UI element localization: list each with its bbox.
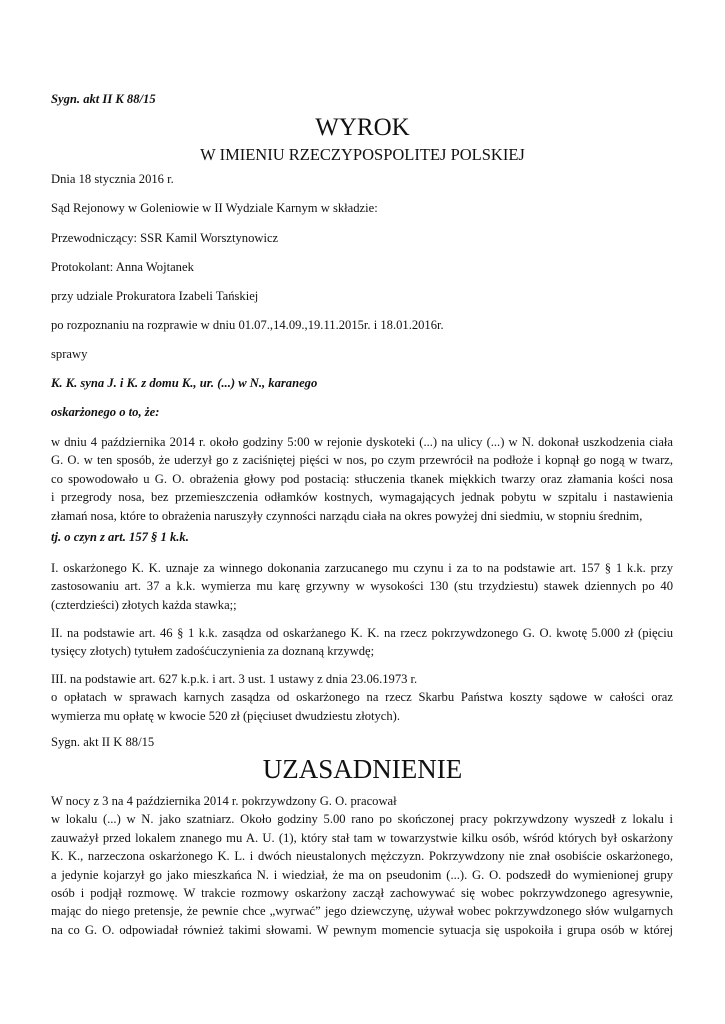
- verdict-line: wymierza mu opłatę w kwocie 520 zł (pięciuset dwudziestu złotych).: [51, 708, 401, 723]
- charge-line: złamań nosa, które to obrażenia naruszyły czynności narządu ciała na okres powyżej dni siedmiu, w stopniu średnim,: [51, 508, 643, 523]
- verdict-line: II. na podstawie art. 46 § 1 k.k. zasądza od oskarżanego K. K. na rzecz pokrzywdzonego G. O. kwotę 5.000 zł (pięciu: [51, 626, 673, 640]
- presiding-judge-line: Przewodniczący: SSR Kamil Worsztynowicz: [51, 231, 279, 245]
- justification-line: na co G. O. odpowiadał również takimi słowami. W pewnym momencie sytuacja się uspokoiła i grupa osób w której: [51, 922, 673, 937]
- case-word: sprawy: [51, 347, 88, 361]
- charge-line: w dniu 4 października 2014 r. około godziny 5:00 w rejonie dyskoteki (...) na ulicy (...) w N. dokonał uszkodzenia ciała: [51, 435, 673, 449]
- verdict-line: zastosowaniu art. 37 a k.k. wymierza mu karę grzywny w wysokości 130 (stu trzydziestu) stawek dziennych po 40: [51, 579, 673, 594]
- charge-line: co spowodowało u G. O. obrażenia głowy pod postacią: stłuczenia tkanek miękkich twarzy oraz złamania kości nosa: [51, 471, 673, 486]
- justification-title: UZASADNIENIE: [262, 754, 463, 784]
- verdict-line: (czterdzieści) złotych każda stawka;;: [51, 597, 237, 612]
- justification-line: a jedynie kojarzył go jako mieszkańca N. i wiedział, że ma on pseudonim (...). G. O. podszedł do wymienionej grupy: [51, 867, 673, 882]
- justification-line: W nocy z 3 na 4 października 2014 r. pokrzywdzony G. O. pracował: [51, 794, 397, 808]
- case-number-footer: Sygn. akt II K 88/15: [51, 735, 155, 749]
- case-number-header: Sygn. akt II K 88/15: [51, 92, 156, 106]
- date-line: Dnia 18 stycznia 2016 r.: [51, 172, 174, 186]
- justification-paragraph: [51, 792, 673, 939]
- verdict-point-1: [51, 559, 673, 614]
- verdict-line: o opłatach w sprawach karnych zasądza od oskarżonego na rzecz Skarbu Państwa koszty sądowe w całości oraz: [51, 690, 673, 705]
- verdict-line: III. na podstawie art. 627 k.p.k. i art. 3 ust. 1 ustawy z dnia 23.06.1973 r.: [51, 672, 418, 686]
- recorder-line: Protokolant: Anna Wojtanek: [51, 260, 194, 274]
- accused-line: K. K. syna J. i K. z domu K., ur. (...) w N., karanego: [51, 376, 318, 390]
- verdict-title: WYROK: [315, 114, 410, 141]
- hearing-dates-line: po rozpoznaniu na rozprawie w dniu 01.07.,14.09.,19.11.2015r. i 18.01.2016r.: [51, 318, 444, 332]
- justification-line: zauważył przed lokalem znanego mu A. U. (1), który stał tam w towarzystwie kilku osób, wśród których był oskarżony: [51, 830, 673, 845]
- charge-line: i przegrody nosa, bez przemieszczenia odłamków kostnych, wymagających jednak pobytu w szpitalu i nastawienia: [51, 490, 673, 505]
- verdict-subtitle: W IMIENIU RZECZYPOSPOLITEJ POLSKIEJ: [200, 145, 525, 164]
- justification-line: K. K., narzeczona oskarżonego K. L. i dwóch nieustalonych mężczyzn. Pokrzywdzony nie znał osobiście oskarżonego,: [51, 849, 673, 864]
- article-line: tj. o czyn z art. 157 § 1 k.k.: [51, 530, 189, 544]
- verdict-line: tysięcy złotych) tytułem zadośćuczynienia za doznaną krzywdę;: [51, 644, 375, 659]
- verdict-line: I. oskarżonego K. K. uznaje za winnego dokonania zarzucanego mu czynu i za to na podstawie art. 157 § 1 k.k. przy: [51, 561, 673, 575]
- justification-line: w lokalu (...) w N. jako szatniarz. Około godziny 5.00 rano po skończonej pracy pokrzywdzony wyszedł z lokalu i: [51, 812, 673, 827]
- verdict-point-2: [51, 624, 673, 661]
- accused-of-line: oskarżonego o to, że:: [51, 405, 160, 419]
- justification-line: osób i podjął rozmowę. W trakcie rozmowy oskarżony zaczął zachowywać się wobec pokrzywdzonego agresywnie,: [51, 886, 673, 901]
- justification-line: mając do niego pretensje, że pewnie chce „wyrwać” jego dziewczynę, używał wobec pokrzywdzonego słów wulgarnych: [51, 904, 673, 919]
- court-line: Sąd Rejonowy w Goleniowie w II Wydziale Karnym w składzie:: [51, 201, 378, 215]
- verdict-point-3: [51, 670, 673, 725]
- charge-paragraph: [51, 433, 673, 525]
- prosecutor-line: przy udziale Prokuratora Izabeli Tańskiej: [51, 289, 259, 303]
- charge-line: G. O. w ten sposób, że uderzył go z zaciśniętej pięści w nos, po czym przewrócił na podłoże i kopnął go nogą w twarz,: [51, 453, 673, 468]
